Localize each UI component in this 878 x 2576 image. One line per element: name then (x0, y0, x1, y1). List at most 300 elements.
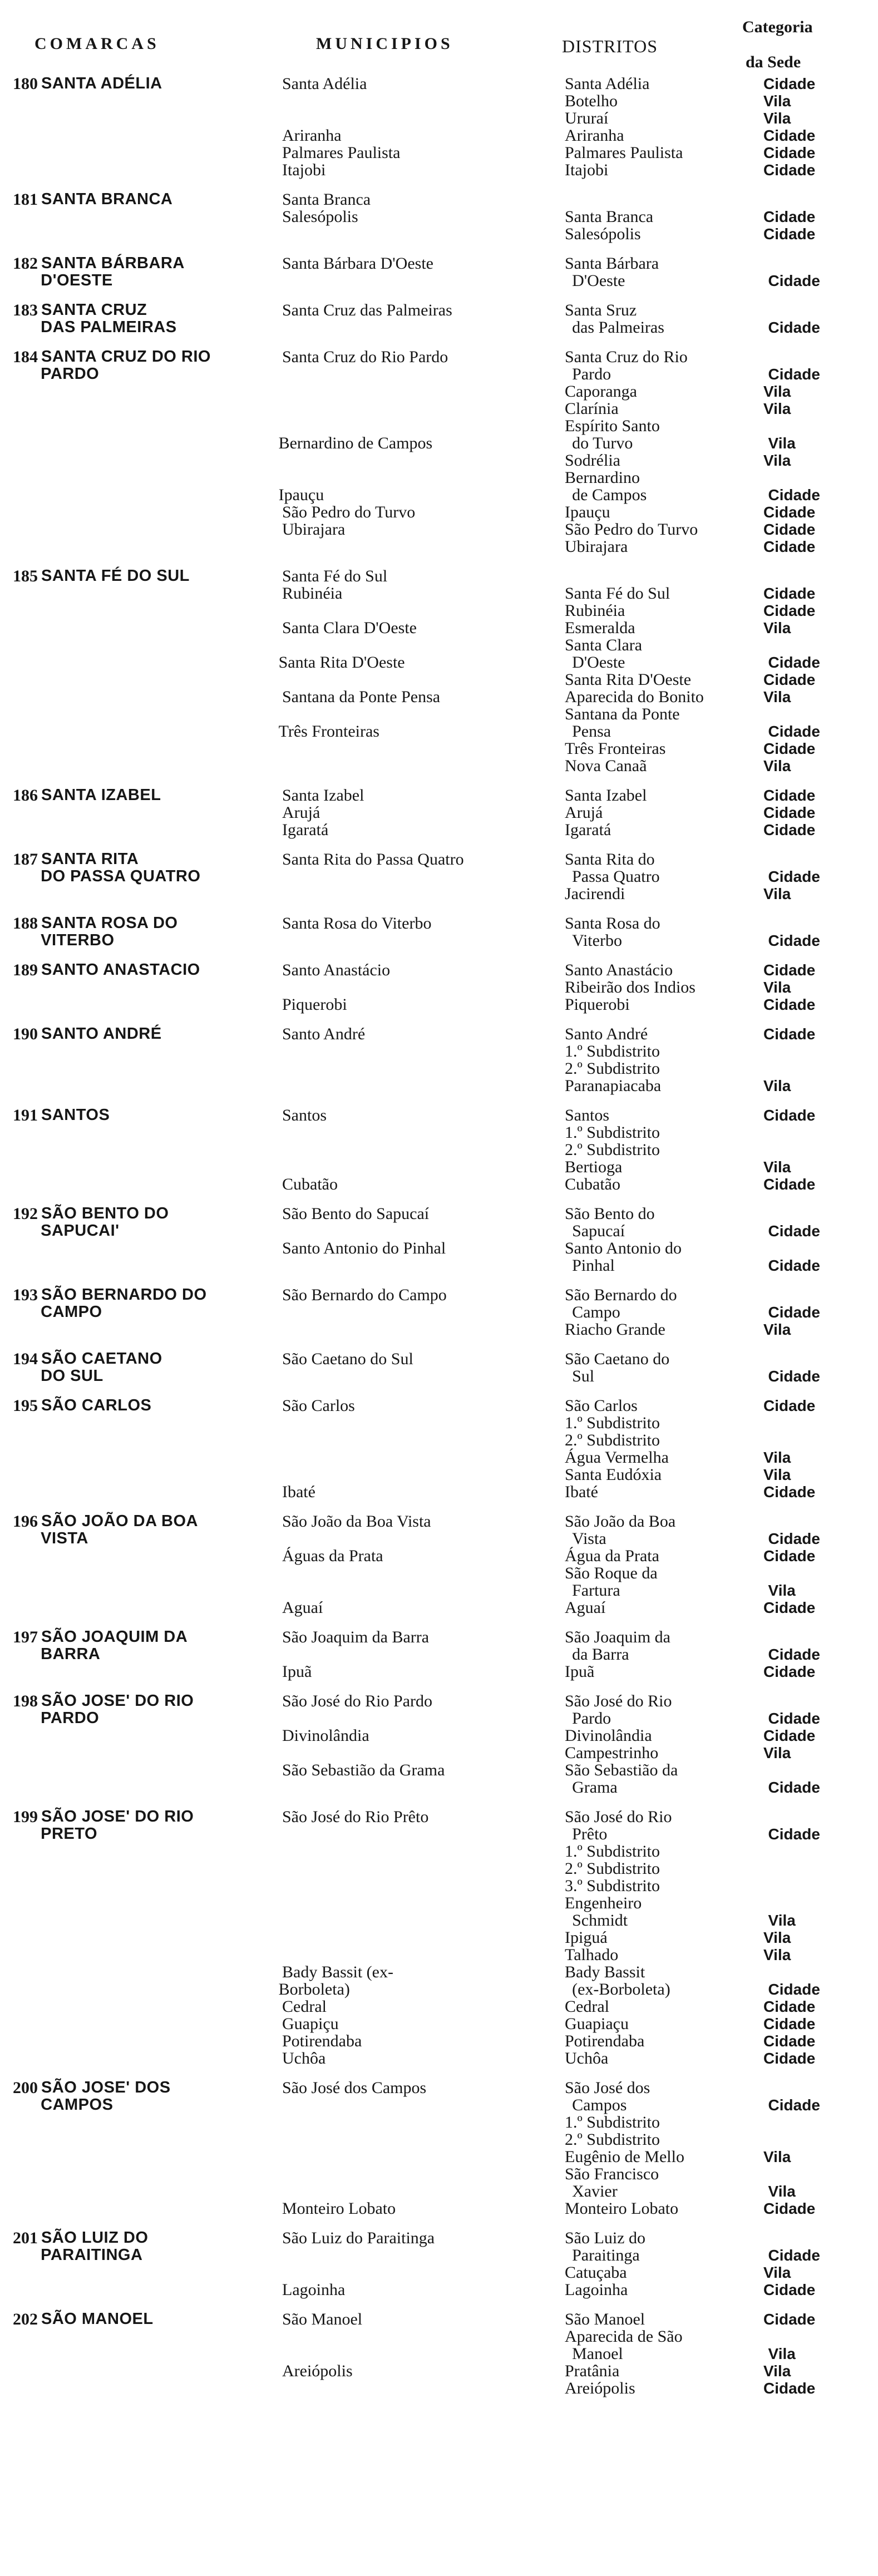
table-row (0, 787, 878, 804)
distrito-name: Eugênio de Mello (565, 2148, 684, 2166)
comarca-name (41, 1877, 282, 1894)
comarca-name: SANTA CRUZ DO RIO (41, 348, 211, 366)
municipio-name: Santa Izabel (282, 786, 364, 805)
comarca-group (0, 348, 878, 555)
group-spacer (0, 1338, 878, 1350)
distrito-name: Botelho (565, 92, 618, 110)
distrito-name: Santo Antonio do (565, 1239, 682, 1257)
table-row (0, 2032, 878, 2050)
categoria-sede: Cidade (763, 996, 816, 1013)
comarca-number (0, 504, 41, 521)
distrito-name: Bady Bassit (565, 1963, 645, 1981)
comarca-group (0, 1025, 878, 1094)
comarca-name (41, 1843, 282, 1860)
municipio-name (279, 366, 558, 383)
group-spacer (0, 1796, 878, 1808)
comarca-number (0, 1565, 41, 1582)
comarca-name (41, 1929, 282, 1946)
municipio-name (282, 538, 565, 555)
table-row (0, 1843, 878, 1860)
comarca-name: SANTA ADÉLIA (41, 75, 162, 92)
municipio-name (282, 2114, 565, 2131)
comarca-number (0, 1321, 41, 1338)
categoria-sede: Cidade (768, 1646, 820, 1663)
distrito-name: Jacirendi (565, 885, 625, 903)
group-spacer (0, 1616, 878, 1628)
municipio-name: Santo André (282, 1025, 366, 1043)
categoria-sede: Vila (763, 2362, 791, 2380)
categoria-sede: Cidade (763, 1998, 816, 2015)
municipio-name: Ipuã (282, 1662, 312, 1681)
municipio-name (282, 2380, 565, 2397)
comarca-number (0, 1929, 41, 1946)
comarca-number: 188 (13, 914, 38, 932)
table-row (0, 2131, 878, 2148)
comarca-number (0, 1710, 41, 1727)
distrito-name: Santa Branca (565, 208, 654, 226)
comarca-number (0, 1060, 41, 1077)
comarca-name (41, 383, 282, 400)
categoria-sede: Cidade (768, 1304, 820, 1321)
categoria-sede: Vila (763, 885, 791, 902)
table-row (0, 1107, 878, 1124)
comarca-number: 199 (13, 1808, 38, 1826)
municipio-name (282, 383, 565, 400)
table-row (0, 1158, 878, 1176)
municipio-name: Borboleta) (278, 1980, 350, 1998)
categoria-sede: Vila (763, 1929, 791, 1946)
comarca-name: PARAITINGA (41, 2246, 143, 2264)
comarca-name (41, 1894, 282, 1912)
categoria-sede: Vila (763, 110, 791, 127)
comarca-name: SANTA ROSA DO (41, 914, 178, 932)
distrito-name: Santa Rosa do (565, 914, 660, 932)
comarca-name (41, 821, 282, 838)
table-row (0, 671, 878, 688)
distrito-name: 2.º Subdistrito (565, 1141, 660, 1159)
comarca-number (0, 1646, 41, 1663)
comarca-name (41, 127, 282, 144)
comarca-name (41, 705, 282, 723)
distrito-name: 1.º Subdistrito (565, 1414, 660, 1432)
table-row (0, 1744, 878, 1761)
distrito-name: Paraitinga (572, 2246, 640, 2264)
categoria-sede: Cidade (768, 366, 820, 383)
comarca-number (0, 979, 41, 996)
distrito-name: Monteiro Lobato (565, 2199, 679, 2218)
municipio-name (282, 885, 565, 902)
municipio-name (279, 1912, 558, 1929)
categoria-sede: Vila (768, 2183, 796, 2200)
comarca-name: SANTA BRANCA (41, 190, 173, 208)
comarca-name (41, 1483, 282, 1501)
comarca-name (41, 2200, 282, 2217)
municipio-name: Santa Clara D'Oeste (282, 619, 417, 637)
table-row (0, 1466, 878, 1483)
comarca-number: 198 (13, 1692, 38, 1710)
table-row (0, 1530, 878, 1547)
municipio-name: Cedral (282, 1997, 327, 2016)
categoria-sede: Cidade (763, 208, 816, 225)
categoria-sede (763, 705, 875, 723)
comarca-number (0, 2328, 41, 2345)
categoria-sede: Cidade (768, 1825, 820, 1843)
comarca-number (0, 1663, 41, 1680)
comarca-name: SANTO ANDRÉ (41, 1025, 162, 1043)
distrito-name: Água da Prata (565, 1547, 659, 1565)
municipio-name: Santa Rita do Passa Quatro (282, 850, 464, 868)
municipio-name: São Manoel (282, 2310, 363, 2328)
categoria-sede: Cidade (768, 486, 820, 504)
comarca-number (0, 1599, 41, 1616)
categoria-sede: Cidade (763, 740, 816, 757)
distrito-name: Bernardino (565, 468, 640, 487)
categoria-sede: Cidade (768, 723, 820, 740)
comarca-number (0, 1257, 41, 1274)
distrito-name (565, 567, 763, 585)
categoria-sede: Vila (763, 452, 791, 469)
distrito-name: Santana da Ponte (565, 705, 680, 723)
municipio-name (282, 452, 565, 469)
distrito-name: Manoel (572, 2345, 623, 2363)
table-row (0, 521, 878, 538)
municipio-name (279, 1368, 558, 1385)
comarca-name (41, 92, 282, 110)
group-spacer (0, 774, 878, 787)
categoria-sede (763, 255, 875, 272)
comarca-number (0, 400, 41, 417)
distrito-name: Água Vermelha (565, 1448, 669, 1467)
comarca-name: SANTA FÉ DO SUL (41, 567, 190, 585)
categoria-sede (763, 1808, 875, 1825)
comarca-name (41, 1860, 282, 1877)
distrito-name: Catuçaba (565, 2263, 627, 2282)
comarca-name: SÃO MANOEL (41, 2310, 154, 2328)
categoria-sede: Vila (763, 92, 791, 110)
comarca-number (0, 996, 41, 1013)
distrito-name: São Francisco (565, 2165, 659, 2183)
comarca-name (41, 636, 282, 654)
distrito-name: Ribeirão dos Indios (565, 978, 696, 996)
comarca-number (0, 452, 41, 469)
distrito-name: Santa Cruz do Rio (565, 348, 688, 366)
categoria-sede (763, 1860, 875, 1877)
municipio-name (282, 1449, 565, 1466)
municipio-name (279, 1530, 558, 1547)
table-row (0, 1727, 878, 1744)
municipio-name (282, 1124, 565, 1141)
distrito-name: Esmeralda (565, 619, 635, 637)
table-row (0, 688, 878, 705)
categoria-sede: Cidade (768, 932, 820, 949)
distrito-name: 1.º Subdistrito (565, 2113, 660, 2131)
distrito-name: 3.º Subdistrito (565, 1877, 660, 1895)
municipio-name: Águas da Prata (282, 1547, 383, 1565)
comarca-name (41, 979, 282, 996)
header-da-sede: da Sede (746, 53, 801, 71)
municipio-name: Rubinéia (282, 584, 343, 603)
municipio-name (279, 868, 558, 885)
distrito-name: São Luiz do (565, 2229, 645, 2247)
comarca-name (41, 1432, 282, 1449)
group-spacer (0, 1013, 878, 1025)
categoria-sede: Cidade (763, 585, 816, 602)
comarca-number (0, 1124, 41, 1141)
municipio-name (279, 1646, 558, 1663)
municipio-name: Santa Bárbara D'Oeste (282, 254, 433, 273)
comarca-number (0, 2032, 41, 2050)
distrito-name: Sapucaí (572, 1222, 625, 1240)
comarca-number: 193 (13, 1286, 38, 1304)
table-row (0, 1124, 878, 1141)
comarca-number (0, 1043, 41, 1060)
table-row (0, 469, 878, 486)
table-row (0, 585, 878, 602)
distrito-name: Sodrélia (565, 451, 620, 470)
categoria-sede: Cidade (763, 75, 816, 92)
distrito-name: Arujá (565, 803, 603, 822)
comarca-number (0, 1582, 41, 1599)
table-row (0, 1414, 878, 1432)
categoria-sede: Cidade (763, 504, 816, 521)
comarca-number (0, 885, 41, 902)
categoria-sede: Vila (763, 1744, 791, 1761)
table-row (0, 885, 878, 902)
comarca-number (0, 1894, 41, 1912)
comarca-number: 194 (13, 1350, 38, 1368)
municipio-name (282, 1158, 565, 1176)
table-row (0, 435, 878, 452)
comarca-number (0, 1483, 41, 1501)
comarca-name: SANTOS (41, 1106, 110, 1124)
categoria-sede (763, 1963, 875, 1981)
table-row (0, 1483, 878, 1501)
comarca-number: 195 (13, 1396, 38, 1415)
categoria-sede (763, 1565, 875, 1582)
distrito-name: São José dos (565, 2079, 650, 2097)
distrito-name: Areiópolis (565, 2379, 635, 2397)
categoria-sede: Vila (763, 1077, 791, 1094)
table-row (0, 400, 878, 417)
comarca-name (41, 1240, 282, 1257)
categoria-sede: Vila (763, 383, 791, 400)
table-row (0, 602, 878, 619)
comarca-name (41, 2183, 278, 2200)
categoria-sede: Cidade (768, 1530, 820, 1547)
comarca-group (0, 191, 878, 243)
comarca-number (0, 1141, 41, 1158)
distrito-name: Santa Rita do (565, 850, 655, 868)
categoria-sede (763, 567, 875, 585)
table-row (0, 1176, 878, 1193)
comarca-name (41, 469, 282, 486)
municipio-name: Santa Rosa do Viterbo (282, 914, 432, 932)
categoria-sede: Cidade (768, 1222, 820, 1240)
comarca-number (0, 2200, 41, 2217)
comarca-number (0, 92, 41, 110)
group-spacer (0, 289, 878, 302)
table-row (0, 2362, 878, 2380)
comarca-name (41, 2165, 282, 2183)
categoria-sede: Cidade (763, 1599, 816, 1616)
municipio-name: São José do Rio Pardo (282, 1692, 432, 1710)
comarca-number (0, 1077, 41, 1094)
municipio-name (282, 1141, 565, 1158)
categoria-sede: Cidade (763, 1547, 816, 1565)
comarca-group (0, 255, 878, 289)
categoria-sede (763, 1286, 875, 1304)
categoria-sede: Cidade (763, 2380, 816, 2397)
group-spacer (0, 2298, 878, 2311)
table-body (0, 75, 878, 2397)
categoria-sede: Cidade (763, 144, 816, 161)
comarca-name (41, 1963, 282, 1981)
categoria-sede (763, 1141, 875, 1158)
table-row (0, 1981, 878, 1998)
table-row (0, 1222, 878, 1240)
comarca-number (0, 723, 41, 740)
table-row (0, 110, 878, 127)
categoria-sede (763, 2114, 875, 2131)
distrito-name: Bertioga (565, 1158, 623, 1176)
table-row (0, 636, 878, 654)
municipio-name (282, 1744, 565, 1761)
comarca-name (41, 740, 282, 757)
distrito-name: D'Oeste (572, 653, 625, 672)
municipio-name: Três Fronteiras (278, 722, 379, 741)
group-spacer (0, 838, 878, 851)
categoria-sede: Vila (768, 1912, 796, 1929)
comarca-number (0, 1414, 41, 1432)
table-row (0, 1043, 878, 1060)
comarca-number (0, 1304, 41, 1321)
comarca-name: SANTO ANASTACIO (41, 961, 200, 979)
comarca-group (0, 2079, 878, 2217)
comarca-name (41, 161, 282, 179)
comarca-name: PARDO (41, 365, 100, 383)
comarca-number: 182 (13, 254, 38, 273)
categoria-sede (763, 2079, 875, 2096)
categoria-sede: Vila (763, 619, 791, 636)
municipio-name: São Luiz do Paraitinga (282, 2229, 435, 2247)
categoria-sede (763, 2328, 875, 2345)
categoria-sede: Vila (763, 1321, 791, 1338)
table-row (0, 225, 878, 243)
municipio-name (282, 740, 565, 757)
table-row (0, 868, 878, 885)
distrito-name: Santo André (565, 1025, 648, 1043)
comarca-number (0, 757, 41, 774)
comarca-name: SÃO CARLOS (41, 1396, 152, 1414)
comarca-name (41, 671, 282, 688)
distrito-name: 1.º Subdistrito (565, 1123, 660, 1142)
comarca-number (0, 1963, 41, 1981)
comarca-number (0, 804, 41, 821)
municipio-name (279, 1710, 558, 1727)
distrito-name: Sul (572, 1367, 595, 1385)
comarca-group (0, 1397, 878, 1501)
table-row (0, 2264, 878, 2281)
distrito-name: Guapiaçu (565, 2015, 629, 2033)
table-row (0, 1808, 878, 1825)
municipio-name (282, 1946, 565, 1963)
table-row (0, 2096, 878, 2114)
comarca-number (0, 2281, 41, 2298)
table-row (0, 2328, 878, 2345)
municipio-name (282, 1877, 565, 1894)
municipio-name: São Bento do Sapucaí (282, 1205, 430, 1223)
table-row (0, 567, 878, 585)
table-row (0, 366, 878, 383)
table-row (0, 2247, 878, 2264)
comarca-number (0, 1449, 41, 1466)
distrito-name: Santa Rita D'Oeste (565, 670, 692, 689)
distrito-name: Clarínia (565, 399, 619, 418)
comarca-number (0, 2015, 41, 2032)
municipio-name: Piquerobi (282, 995, 347, 1014)
categoria-sede (763, 1761, 875, 1779)
comarca-number (0, 1946, 41, 1963)
table-row (0, 92, 878, 110)
distrito-name: (ex-Borboleta) (572, 1980, 670, 1998)
categoria-sede (763, 1894, 875, 1912)
table-row (0, 272, 878, 289)
municipio-name: São Caetano do Sul (282, 1350, 413, 1368)
categoria-sede (763, 1414, 875, 1432)
comarca-name (41, 2114, 282, 2131)
municipio-name (282, 1414, 565, 1432)
table-row (0, 319, 878, 336)
comarca-number (0, 868, 41, 885)
header-comarcas: COMARCAS (34, 34, 160, 53)
municipio-name: São Joaquim da Barra (282, 1628, 430, 1646)
distrito-name: Riacho Grande (565, 1320, 665, 1339)
comarca-number: 184 (13, 348, 38, 366)
comarca-name (41, 1981, 278, 1998)
municipio-name: Guapiçu (282, 2015, 339, 2033)
table-row (0, 1432, 878, 1449)
categoria-sede: Vila (763, 688, 791, 705)
comarca-name (41, 504, 282, 521)
municipio-name (282, 705, 565, 723)
table-row (0, 1582, 878, 1599)
table-row (0, 705, 878, 723)
categoria-sede (763, 417, 875, 435)
categoria-sede: Vila (763, 400, 791, 417)
municipio-name: São Pedro do Turvo (282, 503, 416, 521)
distrito-name: Santa Adélia (565, 75, 650, 93)
comarca-name: VISTA (41, 1529, 88, 1547)
group-spacer (0, 2217, 878, 2229)
municipio-name (282, 1843, 565, 1860)
municipio-name (282, 2165, 565, 2183)
municipio-name: Arujá (282, 803, 320, 822)
table-row (0, 1321, 878, 1338)
comarca-name: BARRA (41, 1645, 101, 1663)
municipio-name: Potirendaba (282, 2032, 362, 2050)
comarca-name (41, 1998, 282, 2015)
municipio-name: Monteiro Lobato (282, 2199, 396, 2218)
comarca-number (0, 2247, 41, 2264)
municipio-name: Lagoinha (282, 2281, 346, 2299)
categoria-sede: Vila (763, 1449, 791, 1466)
comarca-name: SÃO JOSE' DO RIO (41, 1808, 194, 1825)
categoria-sede (763, 1205, 875, 1222)
comarca-name (41, 996, 282, 1013)
table-row (0, 1397, 878, 1414)
comarca-name: SANTA IZABEL (41, 786, 161, 804)
municipio-name (282, 979, 565, 996)
